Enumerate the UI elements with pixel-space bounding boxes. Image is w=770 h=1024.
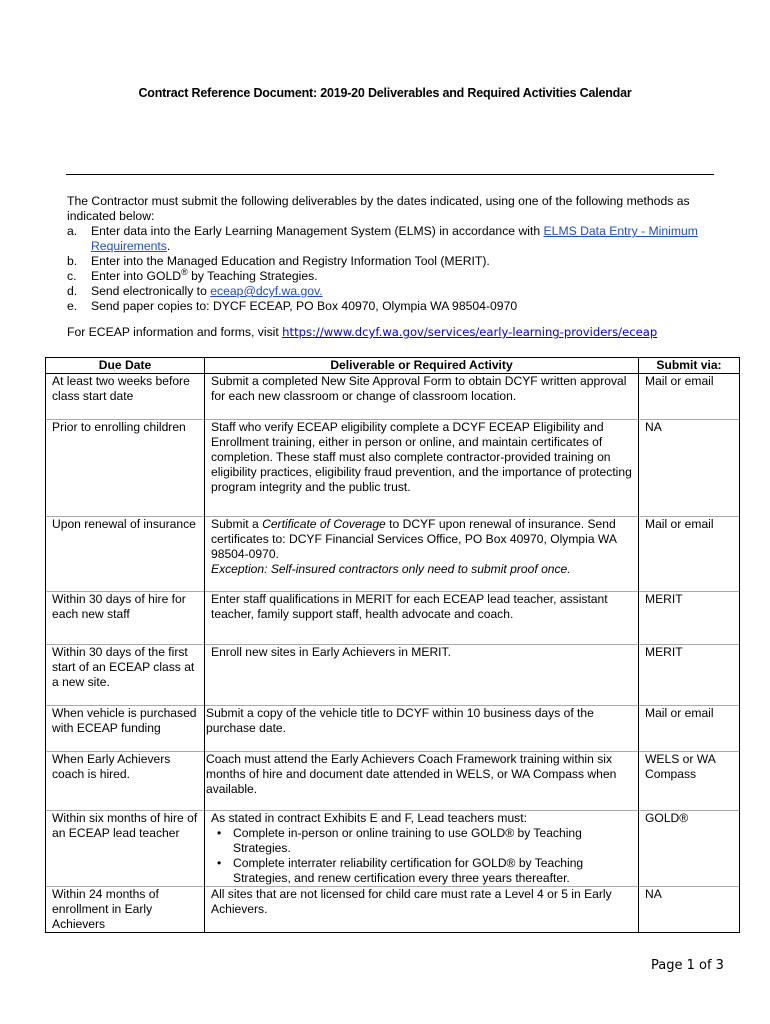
via-cell: Mail or email [639, 374, 740, 420]
activity-cell: Staff who verify ECEAP eligibility complete a DCYF ECEAP Eligibility and Enrollment training, either in person or online, and maintain certificates of completion. These staff must also complete contractor-provided training on eligibility practices, eligibility fraud prevention, and the importance of protecting program integrity and the public trust. [205, 420, 639, 517]
title-divider [66, 174, 714, 175]
header-due-date: Due Date [46, 358, 205, 374]
table-row [46, 706, 740, 752]
table-row [46, 645, 740, 706]
table-header-row [46, 358, 740, 374]
due-cell: Within 30 days of hire for each new staff [46, 592, 205, 645]
registered-mark: ® [181, 266, 188, 277]
activity-cell: Submit a completed New Site Approval Form to obtain DCYF written approval for each new classroom or change of classroom location. [205, 374, 639, 420]
via-cell: Mail or email [639, 517, 740, 592]
header-submit-via: Submit via: [639, 358, 740, 374]
activity-cell: Submit a copy of the vehicle title to DCYF within 10 business days of the purchase date. [205, 706, 639, 752]
due-cell: Within 30 days of the first start of an ECEAP class at a new site. [46, 645, 205, 706]
eceap-website-link[interactable]: https://www.dcyf.wa.gov/services/early-learning-providers/eceap [282, 325, 658, 339]
via-cell: NA [639, 420, 740, 517]
due-cell: When Early Achievers coach is hired. [46, 752, 205, 811]
list-item: • Complete in-person or online training to use GOLD® by Teaching Strategies. [233, 826, 632, 856]
page-number: Page 1 of 3 [651, 958, 724, 973]
activity-cell: Submit a Certificate of Coverage to DCYF upon renewal of insurance. Send certificates to: DCYF Financial Services Office, PO Box 40970, Olympia WA 98504-0970. Exception: Self-insured contractors only need to submit proof once. [205, 517, 639, 592]
method-item-b: b. Enter into the Managed Education and Registry Information Tool (MERIT). [67, 254, 490, 268]
eceap-email-link[interactable]: eceap@dcyf.wa.gov. [210, 284, 323, 298]
exception-note: Exception: Self-insured contractors only need to submit proof once. [211, 562, 571, 576]
requirements-list [211, 826, 632, 886]
document-title: Contract Reference Document: 2019-20 Deliverables and Required Activities Calendar [138, 86, 632, 100]
table-row [46, 752, 740, 811]
due-cell: Upon renewal of insurance [46, 517, 205, 592]
method-item-c: c. Enter into GOLD® by Teaching Strategies. [67, 266, 318, 283]
via-cell: MERIT [639, 592, 740, 645]
via-cell: MERIT [639, 645, 740, 706]
elms-requirements-link[interactable]: ELMS Data Entry - Minimum Requirements [91, 224, 698, 253]
table-row [46, 420, 740, 517]
table-row [46, 592, 740, 645]
via-cell: GOLD® [639, 811, 740, 887]
method-item-a: a. Enter data into the Early Learning Management System (ELMS) in accordance with ELMS Data Entry - Minimum Requirements. [67, 224, 698, 253]
list-item: • Complete interrater reliability certification for GOLD® by Teaching Strategies, and renew certification every three years thereafter. [233, 856, 632, 886]
table-row [46, 517, 740, 592]
method-item-d: d. Send electronically to eceap@dcyf.wa.gov. [67, 284, 323, 298]
table-row [46, 811, 740, 887]
table-row [46, 374, 740, 420]
info-line: For ECEAP information and forms, visit https://www.dcyf.wa.gov/services/early-learning-providers/eceap [67, 325, 658, 339]
due-cell: At least two weeks before class start date [46, 374, 205, 420]
via-cell: NA [639, 887, 740, 933]
due-cell: When vehicle is purchased with ECEAP funding [46, 706, 205, 752]
due-cell: Within six months of hire of an ECEAP lead teacher [46, 811, 205, 887]
method-item-e: e. Send paper copies to: DYCF ECEAP, PO Box 40970, Olympia WA 98504-0970 [67, 299, 518, 313]
intro-section [67, 194, 727, 314]
due-cell: Within 24 months of enrollment in Early Achievers [46, 887, 205, 933]
intro-lead: The Contractor must submit the following deliverables by the dates indicated, using one of the following methods as indicated below: [67, 194, 690, 223]
activity-cell: All sites that are not licensed for child care must rate a Level 4 or 5 in Early Achievers. [205, 887, 639, 933]
activity-cell: Enroll new sites in Early Achievers in MERIT. [205, 645, 639, 706]
due-cell: Prior to enrolling children [46, 420, 205, 517]
via-cell: WELS or WA Compass [639, 752, 740, 811]
activity-cell: Enter staff qualifications in MERIT for each ECEAP lead teacher, assistant teacher, family support staff, health advocate and coach. [205, 592, 639, 645]
activity-cell: Coach must attend the Early Achievers Coach Framework training within six months of hire and document date attended in WELS, or WA Compass when available. [205, 752, 639, 811]
deliverables-table [45, 357, 740, 933]
via-cell: Mail or email [639, 706, 740, 752]
table-row [46, 887, 740, 933]
activity-cell: As stated in contract Exhibits E and F, Lead teachers must: • Complete in-person or online training to use GOLD® by Teaching Strategies. • Complete interrater reliability certification for GOLD® by Teaching Strategies, and renew certification every three years thereafter. [205, 811, 639, 887]
header-activity: Deliverable or Required Activity [205, 358, 639, 374]
